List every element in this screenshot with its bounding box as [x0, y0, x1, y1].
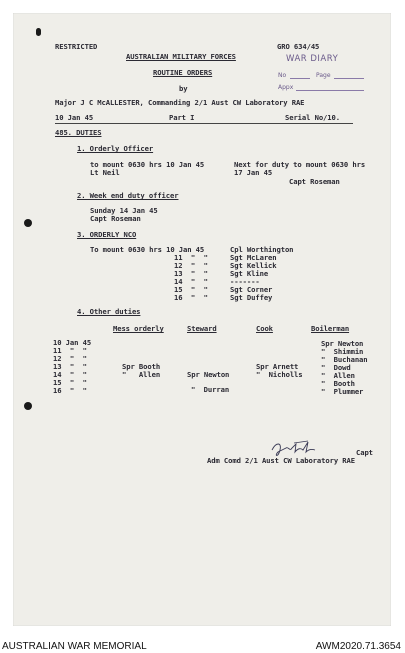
stamp-page-line [334, 78, 364, 79]
boilerman-name: " Dowd [321, 363, 351, 372]
week-end-date: Sunday 14 Jan 45 [90, 206, 158, 215]
orderly-nco-heading: 3. ORDERLY NCO [77, 230, 137, 239]
duty-date: 12 " " [53, 354, 87, 363]
duty-date: 14 " " [53, 370, 87, 379]
war-diary-stamp [268, 42, 371, 93]
stamp-title: WAR DIARY [286, 54, 339, 64]
nco-row-name: Sgt Kellick [230, 261, 277, 270]
other-duties-heading: 4. Other duties [77, 307, 141, 316]
next-duty-line: Next for duty to mount 0630 hrs [234, 160, 366, 169]
order-date: 10 Jan 45 [55, 113, 94, 122]
steward-1: Spr Newton [187, 370, 230, 379]
next-duty-officer: Capt Roseman [289, 177, 340, 186]
stamp-appx-line [296, 90, 364, 91]
orderly-officer-heading: 1. Orderly Officer [77, 144, 154, 153]
section-heading: 485. DUTIES [55, 128, 102, 137]
boilerman-name: " Buchanan [321, 355, 368, 364]
nco-row-name: Sgt McLaren [230, 253, 277, 262]
column-boilerman: Boilerman [311, 324, 350, 333]
duty-date: 13 " " [53, 362, 87, 371]
issuer-line: Major J C McALLESTER, Commanding 2/1 Aust CW Laboratory RAE [55, 98, 305, 107]
nco-row-name: Sgt Kline [230, 269, 269, 278]
orderly-officer-name: Lt Neil [90, 168, 120, 177]
part-label: Part I [169, 113, 195, 122]
nco-row-name: Sgt Duffey [230, 293, 273, 302]
footer-item-id: AWM2020.71.3654 [315, 641, 401, 652]
duty-date: 11 " " [53, 346, 87, 355]
column-steward: Steward [187, 324, 217, 333]
boilerman-name: " Booth [321, 379, 355, 388]
footer-archive-name: AUSTRALIAN WAR MEMORIAL [2, 641, 147, 652]
boilerman-name: " Plummer [321, 387, 364, 396]
duty-date: 15 " " [53, 378, 87, 387]
mess-orderly-2: " Allen [122, 370, 161, 379]
boilerman-name: " Allen [321, 371, 355, 380]
nco-row-date: 15 " " [174, 285, 208, 294]
duty-date: 16 " " [53, 386, 87, 395]
cook-2: " Nicholls [256, 370, 303, 379]
handwritten-signature [268, 438, 318, 458]
nco-row-date: 14 " " [174, 277, 208, 286]
punch-hole-middle [24, 219, 32, 227]
week-end-officer: Capt Roseman [90, 214, 141, 223]
stamp-appx-label: Appx [278, 84, 294, 91]
nco-row-date: 16 " " [174, 293, 208, 302]
stamp-no-label: No [278, 72, 287, 79]
nco-row-date: 13 " " [174, 269, 208, 278]
steward-2: " Durran [191, 385, 230, 394]
nco-row-date: To mount 0630 hrs 10 Jan 45 [90, 245, 205, 254]
nco-row-date: 12 " " [174, 261, 208, 270]
nco-row-name: ------- [230, 277, 260, 286]
restricted-label: RESTRICTED [55, 42, 98, 51]
stamp-page-label: Page [316, 72, 331, 79]
nco-row-name: Sgt Corner [230, 285, 273, 294]
mess-orderly-1: Spr Booth [122, 362, 161, 371]
nco-row-name: Cpl Worthington [230, 245, 294, 254]
duty-date: 10 Jan 45 [53, 338, 92, 347]
stamp-no-line [290, 78, 310, 79]
cook-1: Spr Arnett [256, 362, 299, 371]
org-name: AUSTRALIAN MILITARY FORCES [126, 52, 236, 61]
boilerman-name: " Shimmin [321, 347, 364, 356]
next-duty-date: 17 Jan 45 [234, 168, 273, 177]
orderly-officer-mount: to mount 0630 hrs 10 Jan 45 [90, 160, 205, 169]
column-cook: Cook [256, 324, 273, 333]
signatory-rank: Capt [356, 448, 373, 457]
boilerman-name: Spr Newton [321, 339, 364, 348]
serial-number: Serial No/10. [285, 113, 340, 122]
punch-hole-top [36, 28, 41, 36]
nco-row-date: 11 " " [174, 253, 208, 262]
by-label: by [179, 84, 188, 93]
header-rule [55, 123, 353, 124]
grc-reference: GRO 634/45 [277, 42, 320, 51]
punch-hole-bottom [24, 402, 32, 410]
signatory-title: Adm Comd 2/1 Aust CW Laboratory RAE [207, 456, 355, 465]
column-mess-orderly: Mess orderly [113, 324, 164, 333]
document-title: ROUTINE ORDERS [153, 68, 213, 77]
week-end-heading: 2. Week end duty officer [77, 191, 179, 200]
